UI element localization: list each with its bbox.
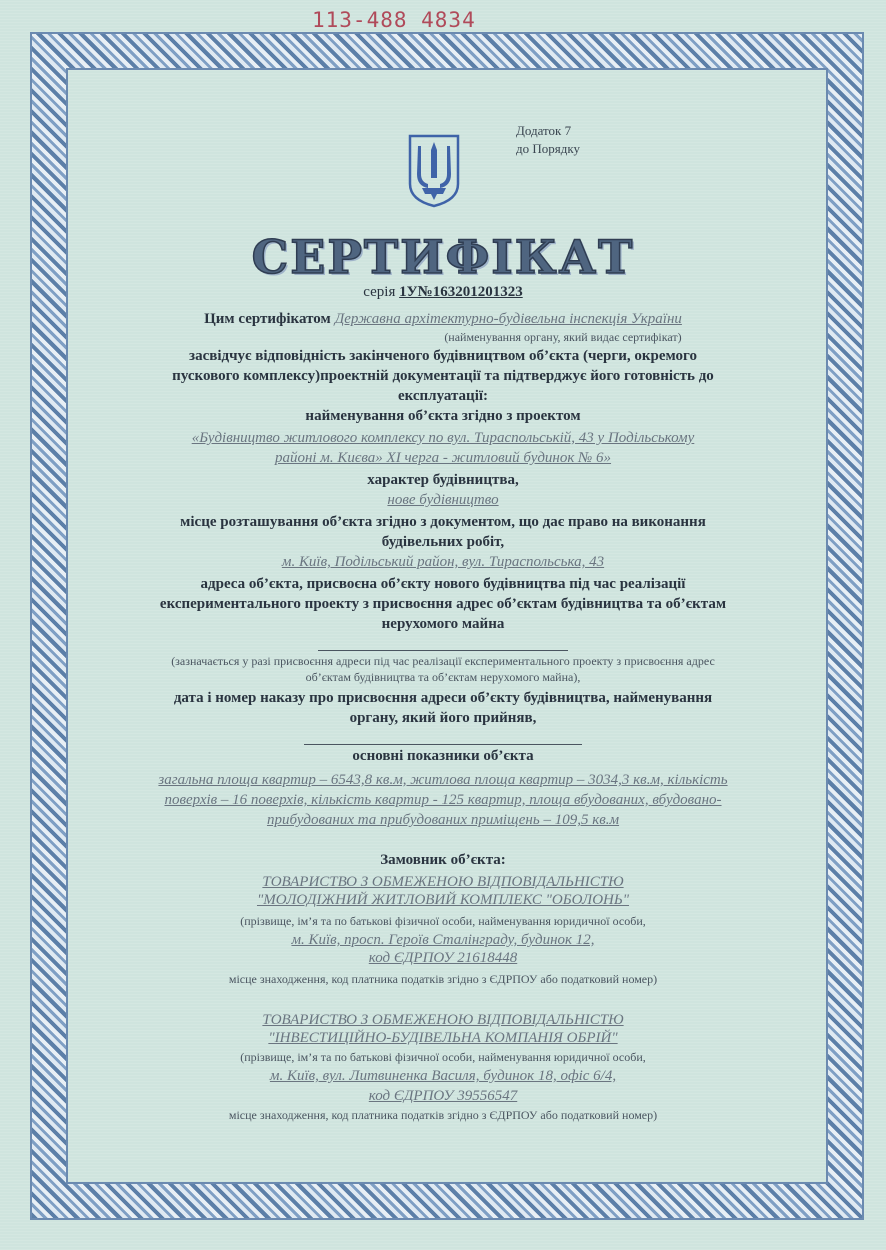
appendix-reference	[516, 122, 580, 158]
indicators-line-3: прибудованих та прибудованих приміщень – 109,5 кв.м	[266, 812, 620, 828]
address-line-2: експериментального проекту з присвоєння адрес об’єктам будівництва та об’єктам	[159, 596, 727, 612]
indicators-line-2: поверхів – 16 поверхів, кількість квартир - 125 квартир, площа вбудованих, вбудовано-	[164, 792, 722, 808]
address-note-1: (зазначається у разі присвоєння адреси під час реалізації експериментального проекту з присвоєння адрес	[171, 654, 715, 668]
issuer-line	[100, 310, 786, 328]
object-name-label: найменування об’єкта згідно з проектом	[305, 408, 581, 424]
customer1-caption-1: (прізвище, ім’я та по батькові фізичної особи, найменування юридичної особи,	[240, 914, 646, 928]
construction-type-value: нове будівництво	[387, 492, 499, 508]
customer-label: Замовник об’єкта:	[380, 852, 506, 868]
construction-type-label: характер будівництва,	[367, 472, 519, 488]
customer2-address: м. Київ, вул. Литвиненка Василя, будинок 18, офіс 6/4,	[269, 1068, 617, 1084]
statement-line-1: засвідчує відповідність закінченого будівництвом об’єкта (черги, окремого	[189, 348, 697, 364]
customer1-caption-2: місце знаходження, код платника податків згідно з ЄДРПОУ або податковий номер)	[228, 972, 658, 986]
indicators-line-1: загальна площа квартир – 6543,8 кв.м, житлова площа квартир – 3034,3 кв.м, кількість	[158, 772, 728, 788]
certificate-title: СЕРТИФІКАТ	[251, 230, 635, 284]
customer2-caption-1: (прізвище, ім’я та по батькові фізичної особи, найменування юридичної особи,	[240, 1050, 646, 1064]
customer2-code: код ЄДРПОУ 39556547	[368, 1088, 518, 1104]
address-note-2: об’єктам будівництва та об’єктам нерухомого майна),	[305, 670, 581, 684]
order-line-2: органу, який його прийняв,	[349, 710, 537, 726]
customer2-name-2: "ІНВЕСТИЦІЙНО-БУДІВЕЛЬНА КОМПАНІЯ ОБРІЙ"	[268, 1030, 618, 1046]
statement-line-2: пускового комплексу)проектній документації та підтверджує його готовність до	[172, 368, 714, 384]
trident-icon	[406, 134, 462, 208]
appendix-line-2: до Порядку	[516, 141, 580, 156]
issuer-name: Державна архітектурно-будівельна інспекція України	[334, 311, 682, 327]
location-line-1: місце розташування об’єкта згідно з документом, що дає право на виконання	[180, 514, 706, 530]
series-label: серія	[363, 284, 396, 300]
appendix-line-1: Додаток 7	[516, 123, 572, 138]
series-value: 1У№163201201323	[399, 284, 523, 300]
customer1-name-1: ТОВАРИСТВО З ОБМЕЖЕНОЮ ВІДПОВІДАЛЬНІСТЮ	[262, 874, 624, 890]
issuer-prefix: Цим сертифікатом	[204, 311, 331, 327]
customer1-name-2: "МОЛОДІЖНИЙ ЖИТЛОВИЙ КОМПЛЕКС "ОБОЛОНЬ"	[256, 892, 630, 908]
customer2-name-1: ТОВАРИСТВО З ОБМЕЖЕНОЮ ВІДПОВІДАЛЬНІСТЮ	[262, 1012, 624, 1028]
address-line-3: нерухомого майна	[381, 616, 505, 632]
object-name-line-2: районі м. Києва» XI черга - житловий будинок № 6»	[274, 450, 612, 466]
object-name-line-1: «Будівництво житлового комплексу по вул. Тираспольській, 43 у Подільському	[191, 430, 695, 446]
order-line-1: дата і номер наказу про присвоєння адреси об’єкту будівництва, найменування	[173, 690, 713, 706]
address-blank-rule	[318, 650, 568, 651]
location-line-2: будівельних робіт,	[381, 534, 505, 550]
statement-line-3: експлуатації:	[397, 388, 489, 404]
location-value: м. Київ, Подільський район, вул. Тираспольська, 43	[281, 554, 605, 570]
issuer-caption: (найменування органу, який видає сертифікат)	[444, 330, 682, 344]
customer2-caption-2: місце знаходження, код платника податків згідно з ЄДРПОУ або податковий номер)	[228, 1108, 658, 1122]
order-blank-rule	[304, 744, 582, 745]
customer1-address: м. Київ, просп. Героїв Сталінграду, будинок 12,	[291, 932, 595, 948]
address-line-1: адреса об’єкта, присвоєна об’єкту нового будівництва під час реалізації	[200, 576, 686, 592]
indicators-label: основні показники об’єкта	[352, 748, 534, 764]
handwritten-number: 113-488 4834	[312, 8, 476, 32]
series-line	[0, 284, 886, 301]
customer1-code: код ЄДРПОУ 21618448	[368, 950, 518, 966]
